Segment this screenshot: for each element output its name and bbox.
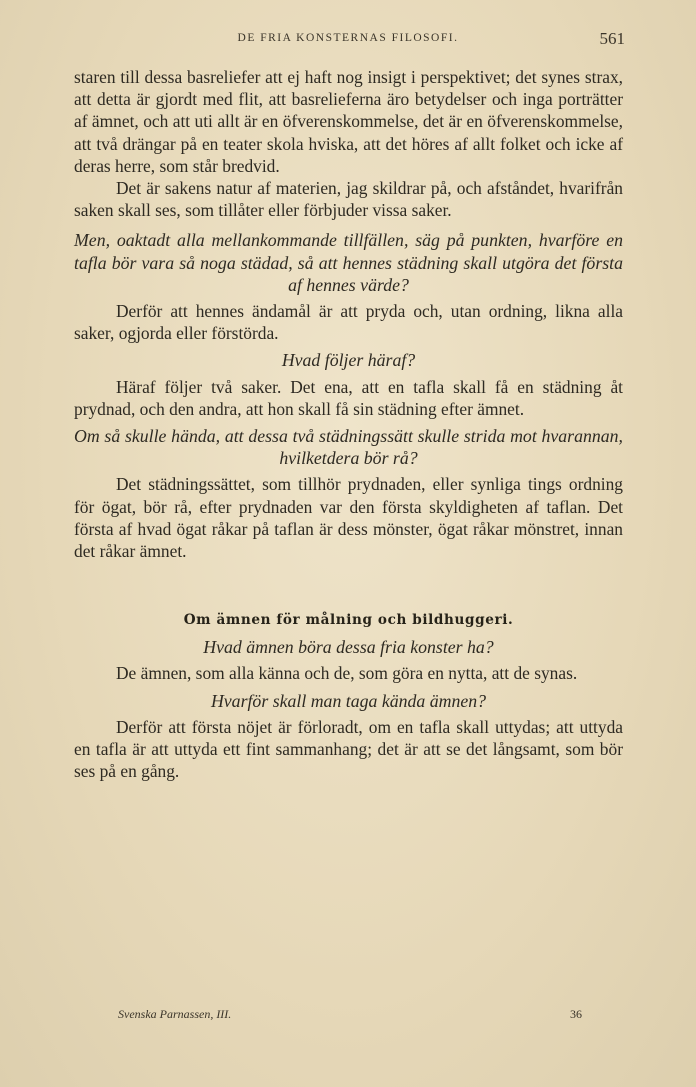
paragraph: Derför att första nöjet är förloradt, om en tafla skall uttydas; att uttyda en tafla är att uttyda ett fint sammanhang; det är att se det långsamt, som bör ses på en gång. (74, 716, 623, 782)
signature-mark: Svenska Parnassen, III. (118, 1007, 232, 1021)
paragraph: Det städningssättet, som tillhör prydnaden, eller synliga tings ordning för ögat, bör rå, efter prydnaden var den första skyldigheten af taflan. Det första af hvad ögat råkar på taflan är dess mönster, ögat råkar mönstret, innan det råkar ämnet. (74, 474, 623, 562)
question: Men, oaktadt alla mellankommande tillfällen, säg på punkten, hvarföre en tafla bör vara så noga städad, så att hennes städning skall utgöra det första af hennes värde? (74, 230, 623, 295)
paragraph: staren till dessa basreliefer att ej haft nog insigt i perspektivet; det synes strax, att detta är gjordt med flit, att basrelieferna äro betydelser och inga porträtter af ämnet, och att uti allt är en öfverenskommelse, det är en öfverenskommelse, att två drängar på en teater skola hviska, att det höres af allt folket och icke af deras herre, som står bredvid. (74, 67, 623, 176)
sheet-number: 36 (570, 1007, 582, 1021)
page-number: 561 (599, 29, 625, 48)
paragraph: Derför att hennes ändamål är att pryda och, utan ordning, likna alla saker, ogjorda eller förstörda. (74, 301, 623, 344)
section-heading: Om ämnen för målning och bildhuggeri. (183, 612, 514, 629)
body-text (74, 66, 623, 782)
question: Hvad följer häraf? (281, 350, 416, 371)
question: Om så skulle hända, att dessa två städningssätt skulle strida mot hvarannan, hvilketdera bör rå? (74, 426, 623, 469)
paragraph: De ämnen, som alla känna och de, som göra en nytta, att de synas. (116, 663, 578, 684)
question: Hvad ämnen böra dessa fria konster ha? (203, 637, 494, 658)
question: Hvarför skall man taga kända ämnen? (210, 690, 487, 711)
paragraph: Det är sakens natur af materien, jag skildrar på, och afståndet, hvarifrån saken skall ses, som tillåter eller förbjuder vissa saker. (74, 178, 623, 221)
page-footer (118, 1007, 582, 1023)
paragraph: Häraf följer två saker. Det ena, att en tafla skall få en städning åt prydnad, och den andra, att hon skall få sin städning efter ämnet. (74, 376, 623, 419)
page-header (0, 29, 696, 52)
running-title: DE FRIA KONSTERNAS FILOSOFI. (237, 32, 459, 44)
